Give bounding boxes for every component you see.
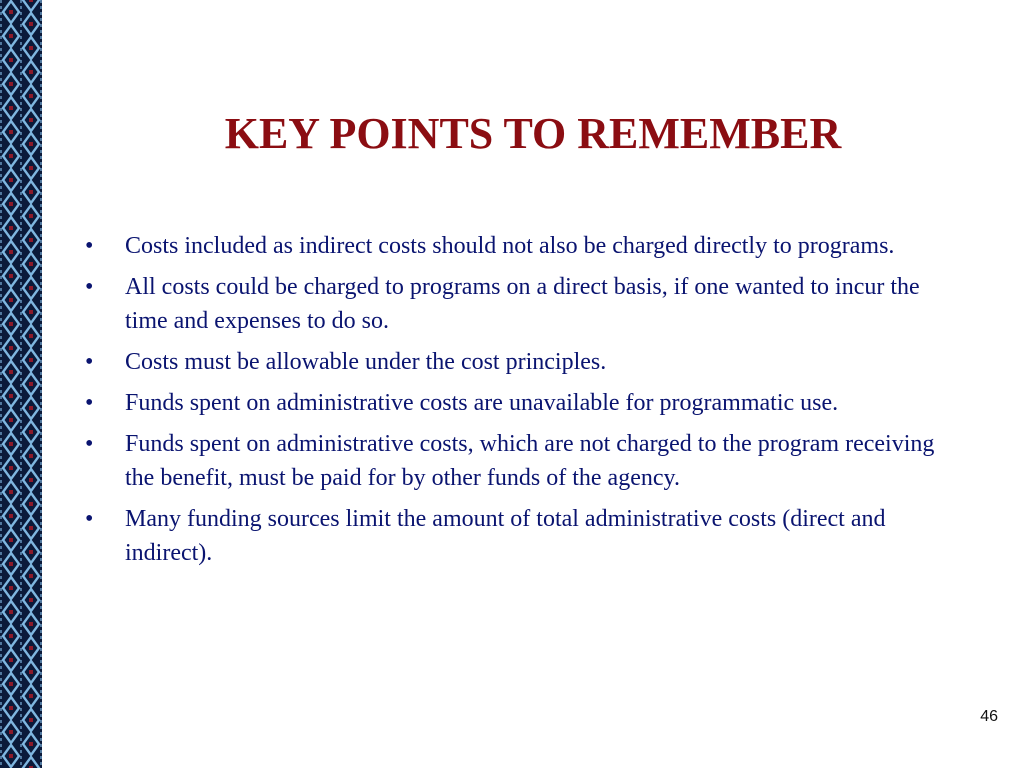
border-diamond-center — [29, 598, 33, 602]
border-diamond-center — [29, 454, 33, 458]
border-diamond-center — [9, 298, 13, 302]
border-diamond-center — [9, 10, 13, 14]
border-diamond-center — [29, 646, 33, 650]
bullet-icon: • — [85, 431, 94, 457]
border-diamond-center — [29, 262, 33, 266]
border-diamond-center — [9, 346, 13, 350]
bullet-text: Funds spent on administrative costs, which are not charged to the program receiving the benefit, must be paid for by other funds of the agency. — [125, 431, 935, 491]
border-diamond-center — [9, 226, 13, 230]
border-diamond-center — [29, 142, 33, 146]
bullet-text: Costs included as indirect costs should not also be charged directly to programs. — [125, 233, 895, 259]
border-diamond-center — [9, 82, 13, 86]
bullet-text: All costs could be charged to programs on a direct basis, if one wanted to incur the time and expenses to do so. — [125, 274, 920, 334]
border-diamond-center — [29, 310, 33, 314]
border-diamond-center — [29, 574, 33, 578]
border-diamond-center — [9, 202, 13, 206]
border-diamond-center — [29, 526, 33, 530]
slide-title: KEY POINTS TO REMEMBER — [224, 109, 842, 158]
border-diamond-center — [29, 478, 33, 482]
border-diamond-center — [9, 562, 13, 566]
border-diamond-center — [29, 94, 33, 98]
border-diamond-center — [29, 694, 33, 698]
border-diamond-center — [29, 238, 33, 242]
border-diamond-center — [9, 322, 13, 326]
border-diamond-center — [9, 418, 13, 422]
bullet-item — [82, 229, 942, 263]
bullet-icon: • — [85, 274, 94, 300]
border-diamond-center — [9, 106, 13, 110]
bullet-text: Many funding sources limit the amount of total administrative costs (direct and indirect). — [125, 506, 886, 566]
border-diamond-center — [29, 502, 33, 506]
bullet-list — [82, 229, 942, 577]
border-diamond-center — [9, 610, 13, 614]
bullet-text: Costs must be allowable under the cost principles. — [125, 349, 607, 375]
border-diamond-center — [9, 706, 13, 710]
border-diamond-center — [9, 586, 13, 590]
border-diamond-center — [29, 742, 33, 746]
border-diamond-center — [29, 430, 33, 434]
border-diamond-center — [9, 466, 13, 470]
border-diamond-center — [9, 58, 13, 62]
border-diamond-center — [29, 118, 33, 122]
border-diamond-center — [9, 634, 13, 638]
bullet-item — [82, 427, 942, 495]
bullet-item — [82, 270, 942, 338]
border-diamond-center — [29, 382, 33, 386]
bullet-text: Funds spent on administrative costs are unavailable for programmatic use. — [125, 390, 839, 416]
border-diamond-center — [9, 154, 13, 158]
border-diamond-center — [9, 250, 13, 254]
decorative-border — [0, 0, 42, 768]
bullet-item — [82, 502, 942, 570]
border-diamond-center — [9, 178, 13, 182]
border-diamond-center — [9, 490, 13, 494]
border-diamond-center — [29, 334, 33, 338]
border-diamond-center — [29, 286, 33, 290]
border-diamond-center — [9, 274, 13, 278]
bullet-icon: • — [85, 390, 94, 416]
border-diamond-center — [9, 370, 13, 374]
border-diamond-center — [9, 538, 13, 542]
bullet-icon: • — [85, 233, 94, 259]
border-diamond-center — [9, 754, 13, 758]
border-diamond-center — [9, 658, 13, 662]
border-diamond-center — [29, 406, 33, 410]
border-diamond-center — [29, 718, 33, 722]
border-diamond-center — [29, 550, 33, 554]
border-pattern — [0, 0, 42, 768]
border-diamond-center — [29, 46, 33, 50]
bullet-item — [82, 345, 942, 379]
border-diamond-center — [29, 0, 33, 2]
bullet-icon: • — [85, 506, 94, 532]
border-diamond-center — [29, 622, 33, 626]
border-diamond-center — [9, 34, 13, 38]
border-diamond-center — [29, 166, 33, 170]
border-diamond-center — [9, 394, 13, 398]
border-diamond-center — [29, 22, 33, 26]
border-diamond-center — [9, 130, 13, 134]
border-diamond-center — [29, 670, 33, 674]
border-diamond-center — [9, 442, 13, 446]
border-diamond-center — [9, 514, 13, 518]
border-diamond-center — [9, 730, 13, 734]
border-diamond-center — [29, 214, 33, 218]
bullet-icon: • — [85, 349, 94, 375]
page-number: 46 — [980, 708, 998, 725]
border-diamond-center — [29, 190, 33, 194]
bullet-item — [82, 386, 942, 420]
border-diamond-center — [29, 70, 33, 74]
border-diamond-center — [9, 682, 13, 686]
border-diamond-center — [29, 358, 33, 362]
